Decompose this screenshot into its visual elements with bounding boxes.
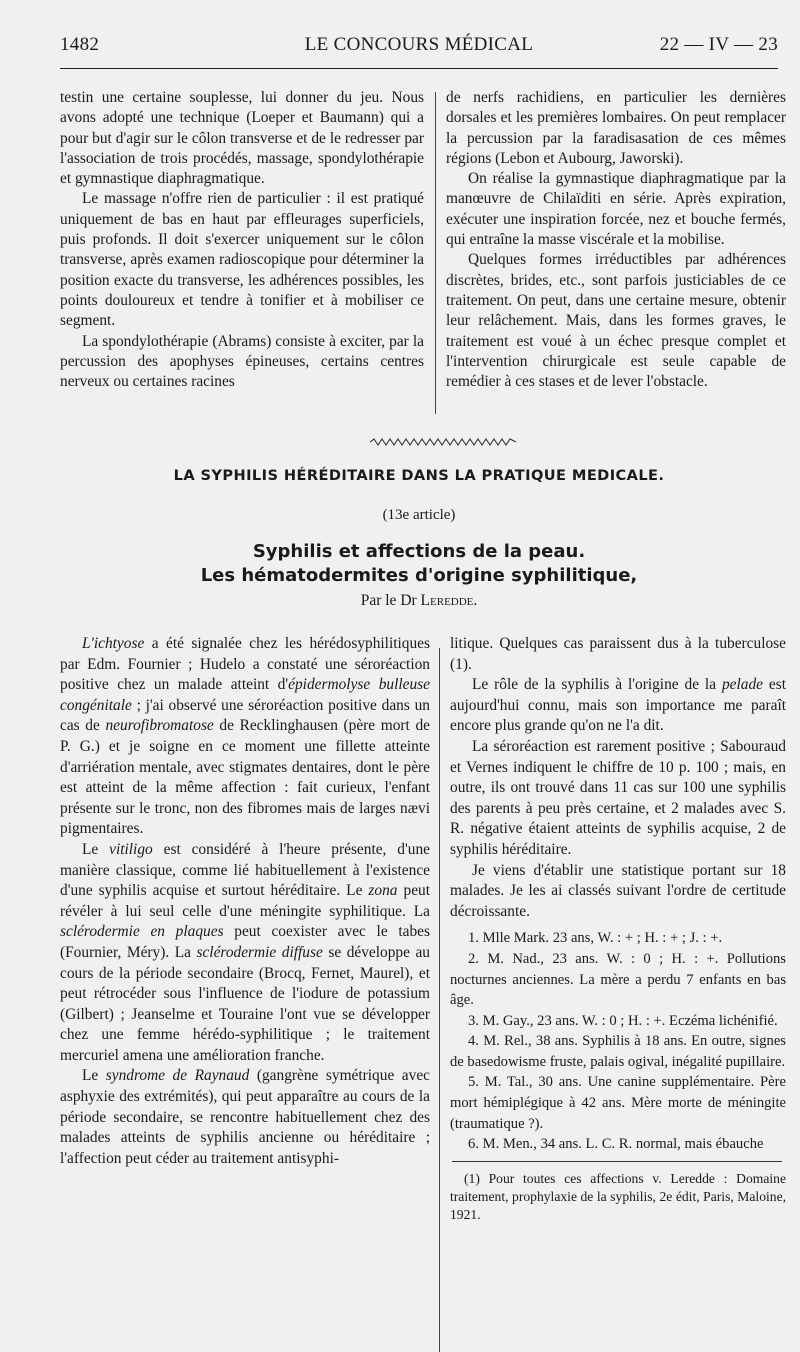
list-item: 3. M. Gay., 23 ans. W. : 0 ; H. : +. Eczéma lichénifié.	[468, 1012, 778, 1029]
journal-title: LE CONCOURS MÉDICAL	[304, 34, 534, 55]
text-run: est considéré à l'heure présente, d'une manière classique, comme lié habituellement à l'existence d'une syphilis acquise et surtout héréditaire. Le	[60, 840, 430, 900]
column-divider	[439, 648, 440, 1352]
top-left-column	[60, 88, 424, 392]
emphasis: sclérodermie en plaques	[60, 923, 224, 941]
column-divider	[435, 92, 436, 414]
list-item: 5. M. Tal., 30 ans. Une canine supplémentaire. Père mort hémiplégique à 42 ans. Mère morte de méningite (traumatique ?).	[450, 1074, 786, 1132]
emphasis: L'ichtyose	[82, 635, 145, 652]
text-run: de Recklinghausen (père mort de P. G.) et je soigne en ce moment une fillette atteinte d'arriération mentale, avec stigmates dentaires, dont le père est atteint de la même affection : fait curieux, l'enfant présente sur le tronc, non des fibromes mais de larges nævi pigmentaires.	[60, 717, 431, 838]
paragraph: La spondylothérapie (Abrams) consiste à exciter, par la percussion des apophyses épineuses, certains centres nerveux ou certaines racines	[60, 332, 424, 391]
article-heading-line-2: Les hématodermites d'origine syphilitique,	[200, 565, 638, 586]
list-item: 4. M. Rel., 38 ans. Syphilis à 18 ans. En outre, signes de basedowisme fruste, palais ogival, inégalité pupillaire.	[450, 1033, 786, 1070]
bottom-left-column	[60, 634, 430, 1169]
page-number: 1482	[60, 34, 100, 55]
author-prefix: Par le Dr	[360, 592, 417, 609]
text-run: ; j'ai observé une séroréaction positive dans un cas de	[60, 696, 430, 735]
text-run: Le	[82, 840, 110, 858]
article-heading-line-1: Syphilis et affections de la peau.	[252, 541, 586, 562]
text-run: se développe au cours de la période secondaire (Brocq, Fernet, Maurel), et peut rétrocéder sous l'influence de l'iodure de potassium (Gilbert) ; Jeanselme et Touraine l'ont vue se développer chez une femme hérédo-syphilitique ; le traitement mercuriel amena une amélioration franche.	[60, 943, 430, 1064]
paragraph: La séroréaction est rarement positive ; Sabouraud et Vernes indiquent le chiffre de 10 p. 100 ; mais, en outre, ils ont trouvé dans 11 cas sur 100 une syphilis des parents à peu près certaine, et 2 malades avec S. R. négative étaient atteints de syphilis acquise, 2 de syphilis héréditaire.	[450, 737, 786, 858]
emphasis: vitiligo	[109, 840, 153, 858]
emphasis: neurofibromatose	[105, 717, 214, 735]
list-item: 2. M. Nad., 23 ans. W. : 0 ; H. : +. Pollutions nocturnes anciennes. La mère a perdu 7 enfants en bas âge.	[450, 950, 786, 1009]
ornament-divider	[370, 438, 516, 446]
emphasis: sclérodermie diffuse	[196, 943, 323, 961]
text-run: Le	[82, 1067, 106, 1085]
paragraph: On réalise la gymnastique diaphragmatique par la manœuvre de Chilaïditi en série. Après expiration, exécuter une inspiration forcée, nez et bouche fermés, qui entraîne la masse viscérale et la mobilise.	[446, 170, 786, 249]
author-line	[60, 592, 778, 610]
text-run: peut révéler à lui seul celle d'une méningite syphilitique. La	[60, 882, 430, 920]
author-name: Leredde.	[420, 592, 478, 609]
paragraph: Quelques formes irréductibles par adhérences discrètes, brides, etc., sont parfois justiciables de ce traitement. On peut, dans une certaine mesure, obtenir leur relâchement. Mais, dans les formes graves, le traitement est voué à un échec presque complet et l'intervention chirurgicale est seule capable de remédier à ces stases et de lever l'obstacle.	[446, 251, 786, 391]
article-number: (13e article)	[382, 507, 456, 523]
paragraph: Le massage n'offre rien de particulier : il est pratiqué uniquement de bas en haut par effleurages superficiels, puis profonds. Il doit s'exercer uniquement sur le côlon transverse, après examen radioscopique pour déterminer la position exacte du transverse, les adhérences possibles, les points douloureux et tendre à tonifier et à mobiliser ce segment.	[60, 190, 424, 330]
header-rule	[60, 68, 778, 69]
list-item: 1. Mlle Mark. 23 ans, W. : + ; H. : + ; J. : +.	[468, 930, 723, 947]
bottom-right-column	[450, 634, 786, 1155]
paragraph	[60, 634, 430, 840]
paragraph: de nerfs rachidiens, en particulier les dernières dorsales et les premières lombaires. On peut remplacer la percussion par la faradisasation de ces mêmes régions (Lebon et Aubourg, Jaworski).	[446, 89, 786, 167]
emphasis: syndrome de Raynaud	[105, 1067, 250, 1085]
emphasis: épidermolyse bulleuse congénitale	[60, 676, 430, 714]
emphasis: pelade	[721, 676, 763, 694]
emphasis: zona	[368, 882, 398, 900]
footnote-rule	[452, 1161, 782, 1162]
text-run: est aujourd'hui connu, mais son importance me paraît encore plus grande qu'on ne l'a dit.	[450, 676, 786, 735]
top-right-column	[446, 88, 786, 392]
running-header	[60, 34, 778, 64]
section-title: LA SYPHILIS HÉRÉDITAIRE DANS LA PRATIQUE MEDICALE.	[173, 467, 665, 484]
text-run: Le rôle de la syphilis à l'origine de la	[472, 676, 722, 694]
paragraph	[450, 675, 786, 737]
paragraph	[60, 1066, 430, 1169]
text-run: a été signalée chez les hérédosyphilitiques par Edm. Fournier ; Hudelo a constaté une séroréaction positive chez un malade atteint d'	[60, 635, 430, 694]
paragraph: testin une certaine souplesse, lui donner du jeu. Nous avons adopté une technique (Loeper et Baumann) qui a pour but d'agir sur le côlon transverse et de le redresser par l'association de trois procédés, massage, spondylothérapie et gymnastique diaphragmatique.	[60, 89, 424, 188]
footnote: (1) Pour toutes ces affections v. Leredde : Domaine traitement, prophylaxie de la syphilis, 2e édit, Paris, Maloine, 1921.	[450, 1171, 786, 1223]
text-run: (gangrène symétrique avec asphyxie des extrémités), qui peut apparaître au cours de la période secondaire, se rencontre habituellement chez des malades atteints de syphilis ancienne ou héréditaire ; l'affection peut céder au traitement antisyphi-	[60, 1067, 430, 1167]
paragraph	[60, 840, 430, 1067]
text-run: peut coexister avec le tabes (Fournier, Méry). La	[60, 923, 430, 961]
paragraph: Je viens d'établir une statistique portant sur 18 malades. Je les ai classés suivant l'ordre de certitude décroissante.	[450, 861, 786, 920]
list-item: 6. M. Men., 34 ans. L. C. R. normal, mais ébauche	[468, 1136, 764, 1153]
paragraph: litique. Quelques cas paraissent dus à la tuberculose (1).	[450, 635, 786, 673]
issue-date: 22 — IV — 23	[659, 34, 778, 55]
